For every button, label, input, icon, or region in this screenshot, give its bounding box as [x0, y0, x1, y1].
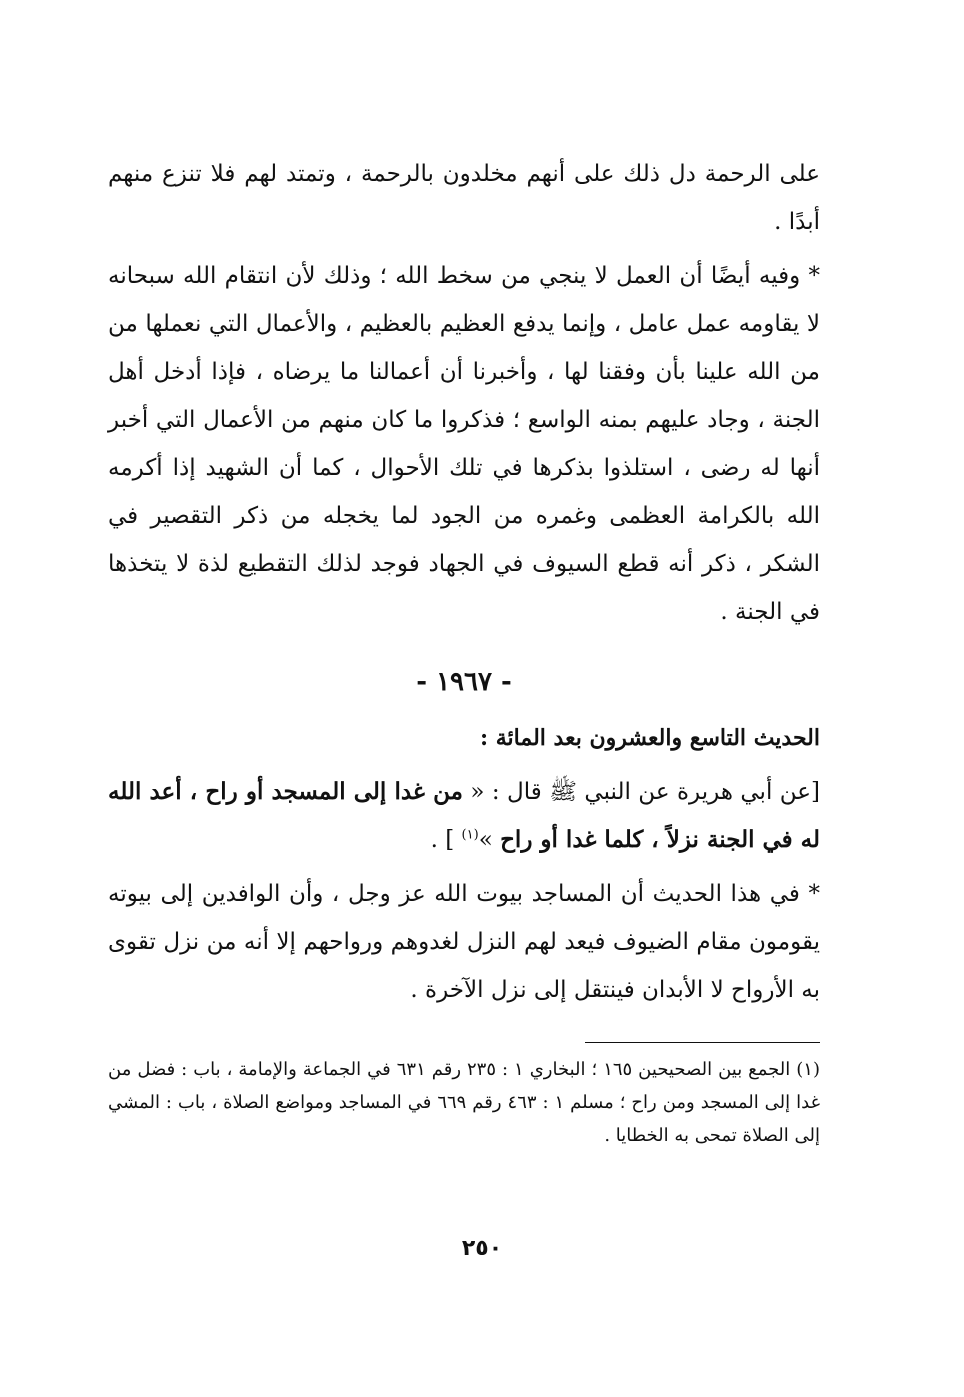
paragraph-continuation: على الرحمة دل ذلك على أنهم مخلدون بالرحمة ، وتمتد لهم فلا تنزع منهم أبدًا .	[108, 161, 820, 235]
hadith-matn: من غدا إلى المسجد أو راح ، أعد الله له في الجنة نزلاً ، كلما غدا أو راح	[108, 778, 820, 853]
hadith-intro: [عن أبي هريرة عن النبي ﷺ قال : «	[462, 779, 820, 805]
footnote-marker[interactable]: (١)	[461, 827, 479, 843]
hadith-close-quote: »	[478, 827, 501, 853]
footnote-divider	[585, 1042, 820, 1043]
paragraph-deeds: * وفيه أيضًا أن العمل لا ينجي من سخط الله ؛ وذلك لأن انتقام الله سبحانه لا يقاومه عمل عامل ، وإنما يدفع العظيم بالعظيم ، والأعمال التي نعملها من من الله علينا بأن وفقنا لها ، وأخبرنا أن أعمالنا ما يرضاه ، فإذا أدخل أهل الجنة ، وجاد عليهم بمنه الواسع ؛ فذكروا ما كان منهم من الأعمال التي أخبر أنها له رضى ، استلذوا بذكرها في تلك الأحوال ، كما أن الشهيد إذا أكرمه الله بالكرامة العظمى وغمره من الجود لما يخجله من ذكر التقصير في الشكر ، ذكر أنه قطع السيوف في الجهاد فوجد لذلك التقطيع لذة لا يتخذها في الجنة .	[108, 263, 820, 625]
footnote-text: (١) الجمع بين الصحيحين ١٦٥ ؛ البخاري ١ : ٢٣٥ رقم ٦٣١ في الجماعة والإمامة ، باب : فضل من غدا إلى المسجد ومن راح ؛ مسلم ١ : ٤٦٣ رقم ٦٦٩ في المساجد ومواضع الصلاة ، باب : المشي إلى الصلاة تمحى به الخطايا .	[108, 1059, 820, 1146]
section-title: الحديث التاسع والعشرون بعد المائة :	[479, 725, 820, 751]
page-number: ٢٥٠	[461, 1236, 503, 1261]
page-body	[108, 150, 820, 1152]
paragraph-commentary: * في هذا الحديث أن المساجد بيوت الله عز وجل ، وأن الوافدين إلى بيوته يقومون مقام الضيوف فيعد لهم النزل لغدوهم ورواحهم إلا أنه من نزل تقوى به الأرواح لا الأبدان فينتقل إلى نزل الآخرة .	[108, 881, 820, 1003]
hadith-end: ] .	[430, 827, 462, 853]
hadith-number: - ١٩٦٧ -	[416, 667, 512, 697]
footnote	[108, 1053, 820, 1152]
hadith-text	[108, 768, 820, 864]
